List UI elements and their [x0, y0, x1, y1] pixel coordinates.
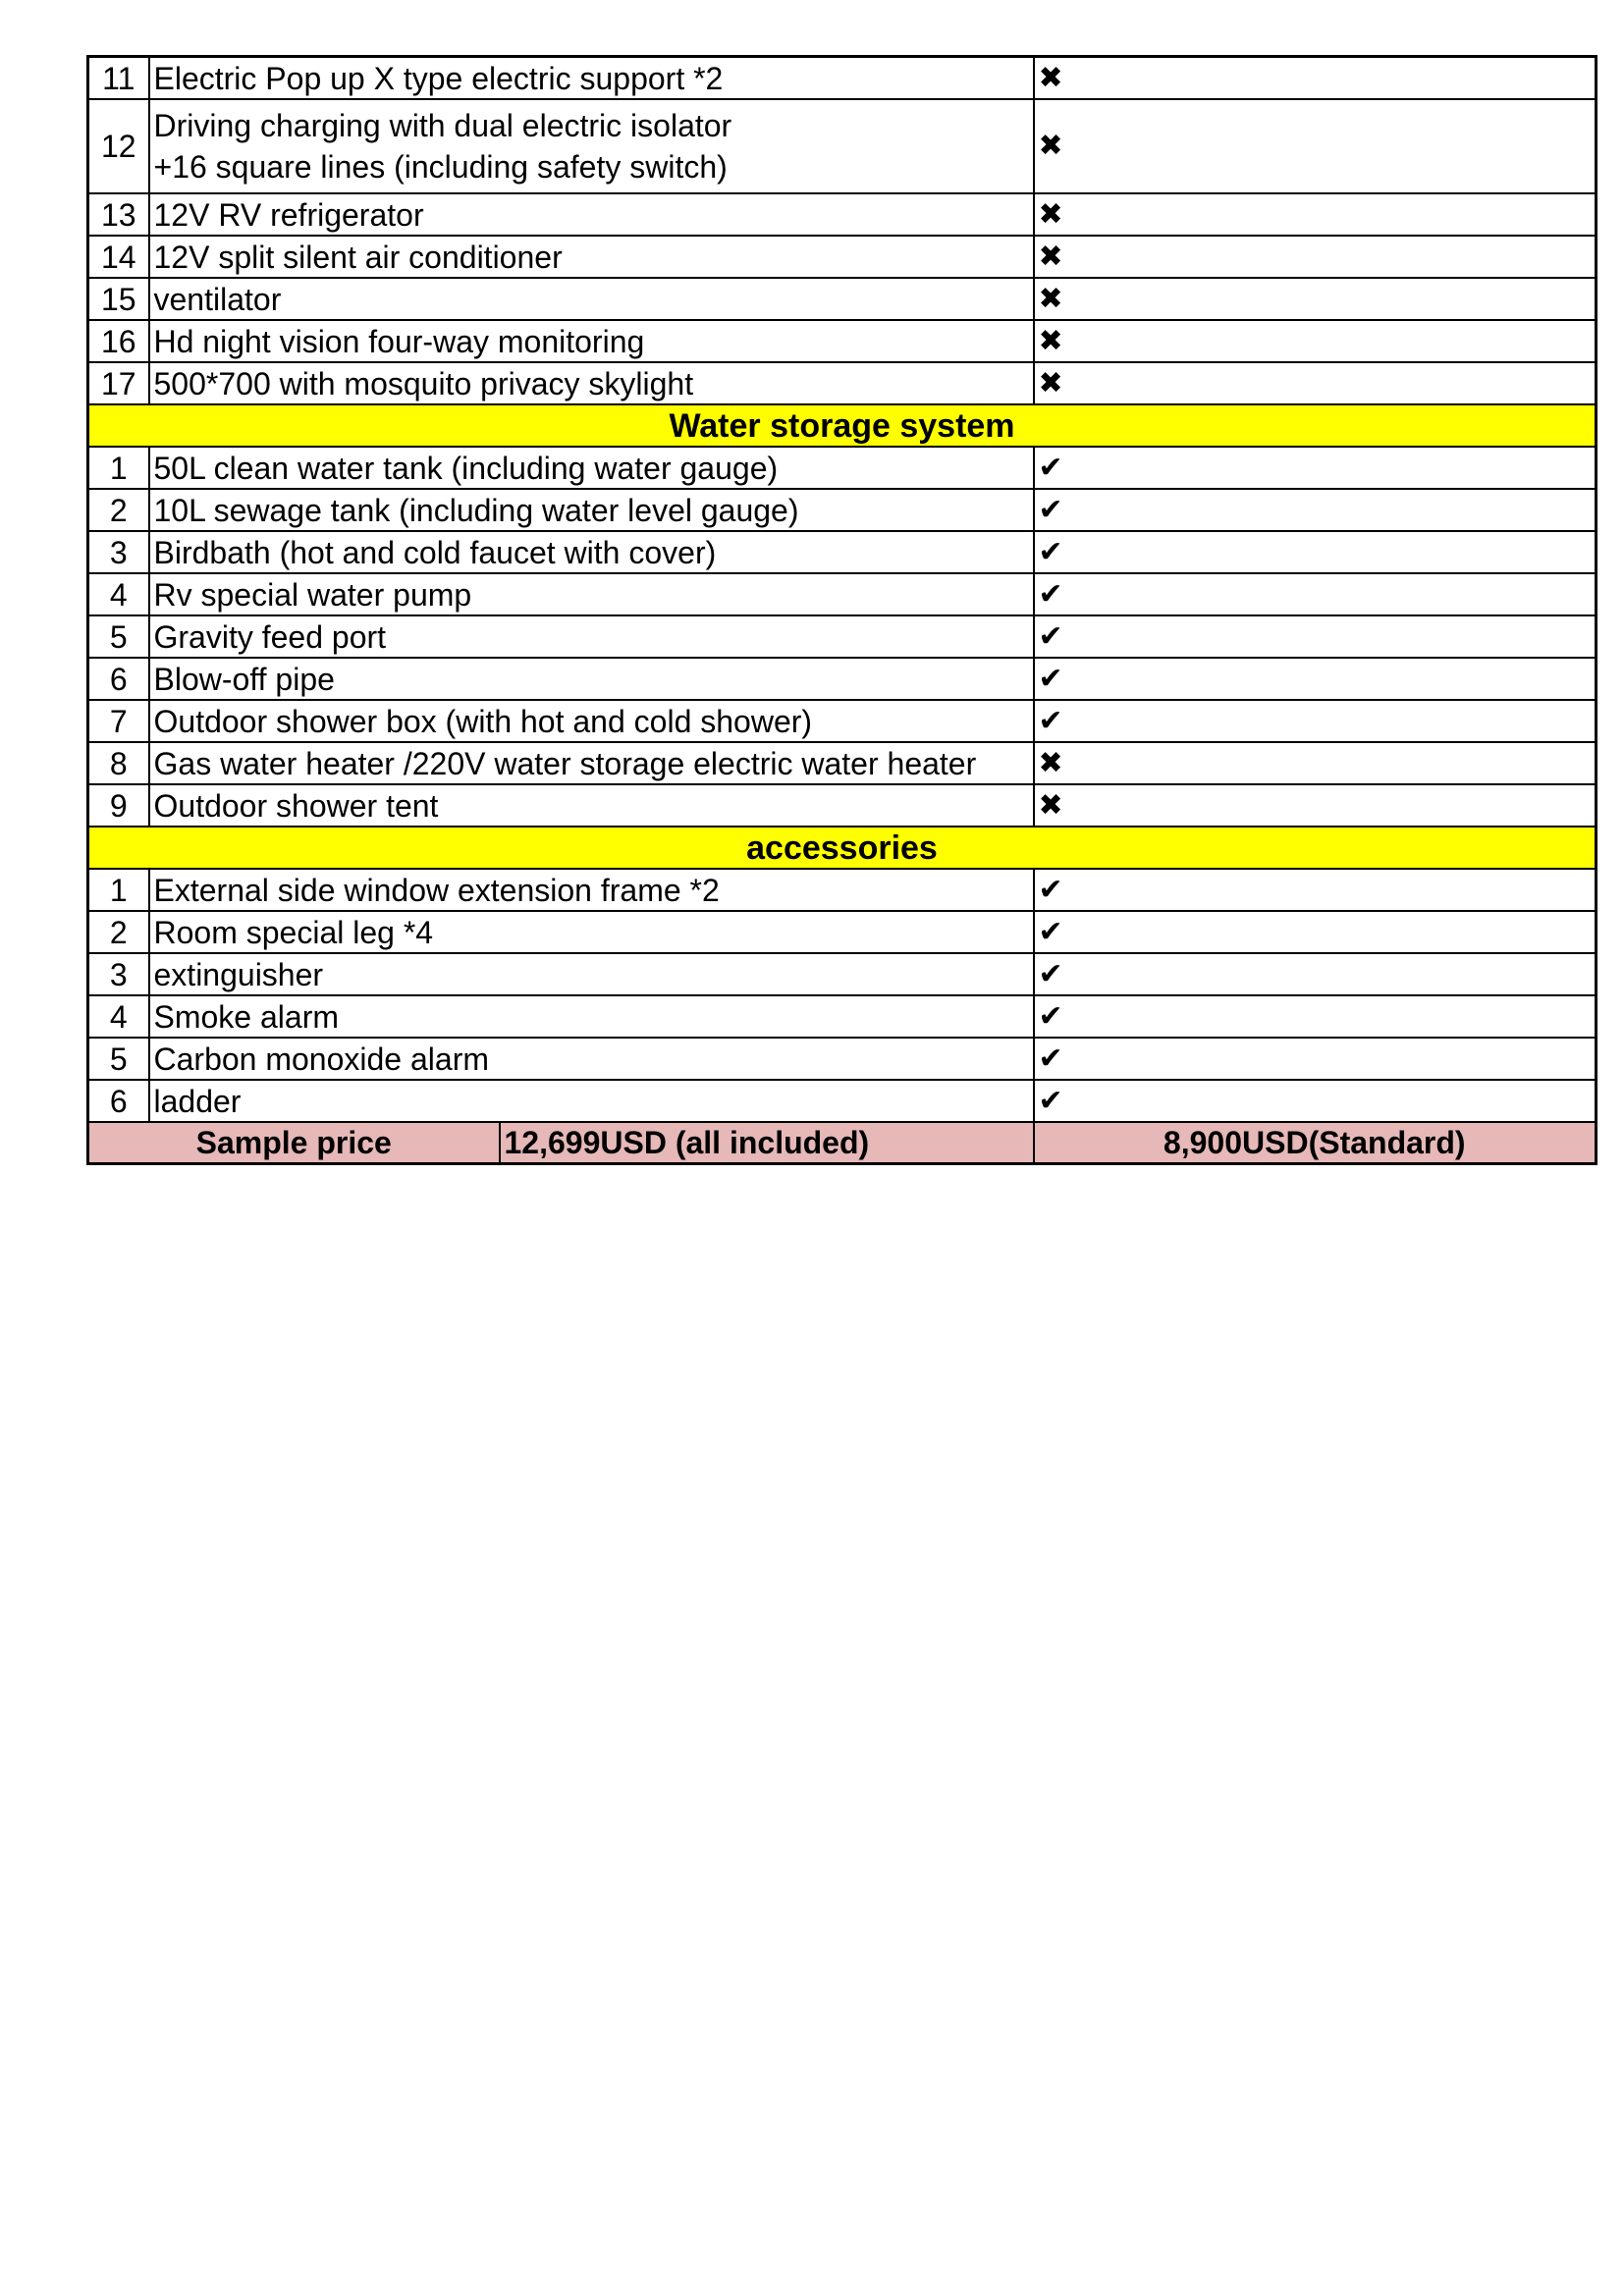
- not-included-mark: ✖: [1034, 320, 1597, 362]
- included-mark: ✔: [1034, 1080, 1597, 1122]
- table-row: [88, 1038, 1597, 1080]
- item-description: Outdoor shower box (with hot and cold shower): [149, 700, 1034, 742]
- table-row: [88, 489, 1597, 531]
- item-description: Gravity feed port: [149, 615, 1034, 658]
- item-description: 12V RV refrigerator: [149, 193, 1034, 236]
- item-description: 50L clean water tank (including water gauge): [149, 447, 1034, 489]
- not-included-mark: ✖: [1034, 99, 1597, 193]
- table-row: [88, 236, 1597, 278]
- included-mark: ✔: [1034, 995, 1597, 1038]
- row-number: 9: [88, 784, 149, 827]
- table-row: [88, 447, 1597, 489]
- table-row: [88, 99, 1597, 193]
- item-description: Rv special water pump: [149, 573, 1034, 615]
- row-number: 15: [88, 278, 149, 320]
- not-included-mark: ✖: [1034, 784, 1597, 827]
- item-description: Blow-off pipe: [149, 658, 1034, 700]
- not-included-mark: ✖: [1034, 193, 1597, 236]
- row-number: 6: [88, 1080, 149, 1122]
- section-title: Water storage system: [88, 404, 1597, 447]
- included-mark: ✔: [1034, 1038, 1597, 1080]
- table-row: [88, 57, 1597, 100]
- item-description: ventilator: [149, 278, 1034, 320]
- included-mark: ✔: [1034, 573, 1597, 615]
- price-all-included: 12,699USD (all included): [500, 1122, 1034, 1164]
- item-description: 10L sewage tank (including water level gauge): [149, 489, 1034, 531]
- section-header-water-storage: [88, 404, 1597, 447]
- row-number: 14: [88, 236, 149, 278]
- row-number: 13: [88, 193, 149, 236]
- included-mark: ✔: [1034, 615, 1597, 658]
- row-number: 11: [88, 57, 149, 100]
- item-description: Birdbath (hot and cold faucet with cover): [149, 531, 1034, 573]
- not-included-mark: ✖: [1034, 278, 1597, 320]
- table-row: [88, 911, 1597, 953]
- table-row: [88, 658, 1597, 700]
- section-header-accessories: [88, 827, 1597, 869]
- not-included-mark: ✖: [1034, 742, 1597, 784]
- row-number: 2: [88, 911, 149, 953]
- included-mark: ✔: [1034, 447, 1597, 489]
- table-row: [88, 869, 1597, 911]
- item-description: 500*700 with mosquito privacy skylight: [149, 362, 1034, 404]
- included-mark: ✔: [1034, 531, 1597, 573]
- table-row: [88, 362, 1597, 404]
- sample-price-label: Sample price: [88, 1122, 500, 1164]
- row-number: 3: [88, 953, 149, 995]
- included-mark: ✔: [1034, 658, 1597, 700]
- row-number: 1: [88, 869, 149, 911]
- row-number: 16: [88, 320, 149, 362]
- not-included-mark: ✖: [1034, 57, 1597, 100]
- table-row: [88, 784, 1597, 827]
- row-number: 12: [88, 99, 149, 193]
- row-number: 4: [88, 573, 149, 615]
- row-number: 6: [88, 658, 149, 700]
- row-number: 1: [88, 447, 149, 489]
- item-description: ladder: [149, 1080, 1034, 1122]
- table-row: [88, 278, 1597, 320]
- row-number: 7: [88, 700, 149, 742]
- table-row: [88, 320, 1597, 362]
- table-row: [88, 573, 1597, 615]
- item-description-line-1: Driving charging with dual electric isolator: [153, 108, 732, 143]
- spec-table: [86, 55, 1597, 1165]
- item-description: Gas water heater /220V water storage electric water heater: [149, 742, 1034, 784]
- included-mark: ✔: [1034, 700, 1597, 742]
- table-row: [88, 193, 1597, 236]
- item-description: External side window extension frame *2: [149, 869, 1034, 911]
- item-description: Smoke alarm: [149, 995, 1034, 1038]
- item-description: Outdoor shower tent: [149, 784, 1034, 827]
- row-number: 3: [88, 531, 149, 573]
- sample-price-row: [88, 1122, 1597, 1164]
- item-description: 12V split silent air conditioner: [149, 236, 1034, 278]
- table-row: [88, 615, 1597, 658]
- section-title: accessories: [88, 827, 1597, 869]
- not-included-mark: ✖: [1034, 362, 1597, 404]
- row-number: 5: [88, 615, 149, 658]
- item-description: Electric Pop up X type electric support *2: [149, 57, 1034, 100]
- item-description: extinguisher: [149, 953, 1034, 995]
- table-row: [88, 742, 1597, 784]
- included-mark: ✔: [1034, 869, 1597, 911]
- item-description: Hd night vision four-way monitoring: [149, 320, 1034, 362]
- row-number: 5: [88, 1038, 149, 1080]
- table-row: [88, 995, 1597, 1038]
- not-included-mark: ✖: [1034, 236, 1597, 278]
- row-number: 17: [88, 362, 149, 404]
- row-number: 4: [88, 995, 149, 1038]
- table-row: [88, 700, 1597, 742]
- price-standard: 8,900USD(Standard): [1034, 1122, 1597, 1164]
- table-row: [88, 531, 1597, 573]
- row-number: 8: [88, 742, 149, 784]
- item-description: Room special leg *4: [149, 911, 1034, 953]
- included-mark: ✔: [1034, 489, 1597, 531]
- included-mark: ✔: [1034, 953, 1597, 995]
- item-description: Carbon monoxide alarm: [149, 1038, 1034, 1080]
- item-description-line-2: +16 square lines (including safety switch): [153, 149, 728, 185]
- item-description: [149, 99, 1034, 193]
- row-number: 2: [88, 489, 149, 531]
- table-row: [88, 1080, 1597, 1122]
- table-row: [88, 953, 1597, 995]
- included-mark: ✔: [1034, 911, 1597, 953]
